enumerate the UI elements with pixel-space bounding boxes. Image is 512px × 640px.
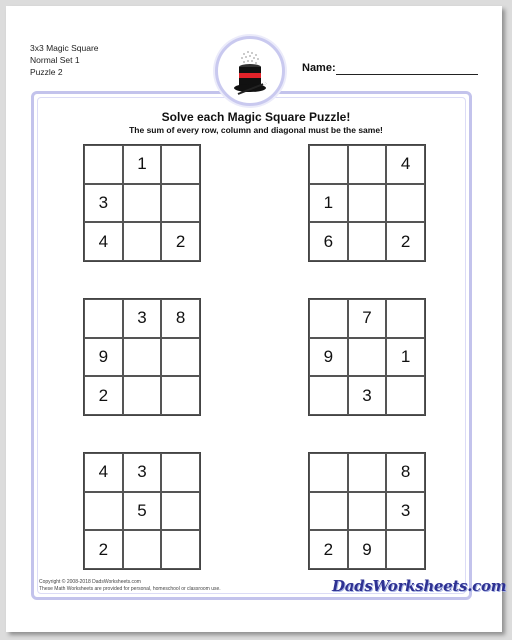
puzzle-cell[interactable]: 3 xyxy=(386,492,425,531)
puzzle-cell[interactable] xyxy=(348,222,387,261)
puzzle-cell[interactable] xyxy=(309,145,348,184)
worksheet-meta xyxy=(30,42,99,78)
puzzle-cell[interactable]: 1 xyxy=(309,184,348,223)
puzzle-cell[interactable] xyxy=(386,184,425,223)
puzzle-cell[interactable] xyxy=(348,184,387,223)
magic-square-1 xyxy=(83,144,201,262)
puzzle-cell[interactable]: 4 xyxy=(386,145,425,184)
puzzle-cell[interactable]: 8 xyxy=(161,299,200,338)
puzzle-cell[interactable] xyxy=(123,376,162,415)
puzzle-cell[interactable] xyxy=(386,299,425,338)
usage-notice: These Math Worksheets are provided for personal, homeschool or classroom use. xyxy=(39,586,221,592)
puzzle-cell[interactable] xyxy=(348,338,387,377)
puzzle-cell[interactable] xyxy=(123,222,162,261)
puzzle-cell[interactable]: 2 xyxy=(161,222,200,261)
puzzle-cell[interactable]: 9 xyxy=(84,338,123,377)
puzzle-cell[interactable]: 9 xyxy=(348,530,387,569)
puzzle-cell[interactable]: 2 xyxy=(84,530,123,569)
puzzle-cell[interactable]: 3 xyxy=(348,376,387,415)
copyright-text: Copyright © 2008-2018 DadsWorksheets.com xyxy=(39,579,141,585)
puzzle-cell[interactable] xyxy=(348,145,387,184)
puzzle-cell[interactable]: 9 xyxy=(309,338,348,377)
worksheet-title: 3x3 Magic Square xyxy=(30,43,99,53)
puzzle-cell[interactable] xyxy=(309,453,348,492)
puzzle-cell[interactable] xyxy=(123,184,162,223)
puzzle-cell[interactable] xyxy=(161,530,200,569)
instructions-subtitle: The sum of every row, column and diagonal must be the same! xyxy=(129,125,383,135)
puzzle-cell[interactable] xyxy=(386,530,425,569)
puzzle-cell[interactable]: 4 xyxy=(84,222,123,261)
puzzle-cell[interactable]: 2 xyxy=(84,376,123,415)
name-field[interactable] xyxy=(336,74,478,75)
puzzle-cell[interactable]: 4 xyxy=(84,453,123,492)
puzzle-cell[interactable]: 2 xyxy=(309,530,348,569)
magic-square-6 xyxy=(308,452,426,570)
puzzle-cell[interactable] xyxy=(309,492,348,531)
puzzle-cell[interactable] xyxy=(161,376,200,415)
puzzle-cell[interactable]: 6 xyxy=(309,222,348,261)
puzzle-cell[interactable] xyxy=(348,492,387,531)
puzzle-cell[interactable] xyxy=(123,338,162,377)
puzzle-cell[interactable]: 5 xyxy=(123,492,162,531)
puzzle-cell[interactable] xyxy=(161,492,200,531)
worksheet-puzzle-number: Puzzle 2 xyxy=(30,67,63,77)
puzzle-cell[interactable]: 8 xyxy=(386,453,425,492)
footer-notice xyxy=(39,579,221,593)
puzzle-cell[interactable] xyxy=(161,453,200,492)
puzzle-cell[interactable] xyxy=(84,299,123,338)
brand-logo: DadsWorksheets.com xyxy=(332,577,507,595)
puzzle-cell[interactable]: 7 xyxy=(348,299,387,338)
puzzle-cell[interactable] xyxy=(161,184,200,223)
magic-square-3 xyxy=(83,298,201,416)
magic-square-2 xyxy=(308,144,426,262)
puzzle-cell[interactable]: 1 xyxy=(386,338,425,377)
puzzle-cell[interactable] xyxy=(161,145,200,184)
worksheet-set: Normal Set 1 xyxy=(30,55,80,65)
magic-square-4 xyxy=(308,298,426,416)
puzzle-cell[interactable] xyxy=(386,376,425,415)
name-label: Name: xyxy=(302,62,336,74)
puzzle-cell[interactable]: 1 xyxy=(123,145,162,184)
puzzle-cell[interactable]: 3 xyxy=(123,453,162,492)
puzzle-cell[interactable] xyxy=(309,376,348,415)
puzzle-cell[interactable]: 3 xyxy=(84,184,123,223)
puzzle-cell[interactable] xyxy=(84,145,123,184)
instructions-title: Solve each Magic Square Puzzle! xyxy=(161,110,351,124)
puzzle-cell[interactable] xyxy=(348,453,387,492)
puzzle-cell[interactable]: 3 xyxy=(123,299,162,338)
magic-square-5 xyxy=(83,452,201,570)
puzzle-cell[interactable] xyxy=(309,299,348,338)
magic-hat-icon xyxy=(215,36,285,106)
puzzle-cell[interactable]: 2 xyxy=(386,222,425,261)
puzzle-cell[interactable] xyxy=(123,530,162,569)
puzzle-cell[interactable] xyxy=(161,338,200,377)
puzzle-cell[interactable] xyxy=(84,492,123,531)
